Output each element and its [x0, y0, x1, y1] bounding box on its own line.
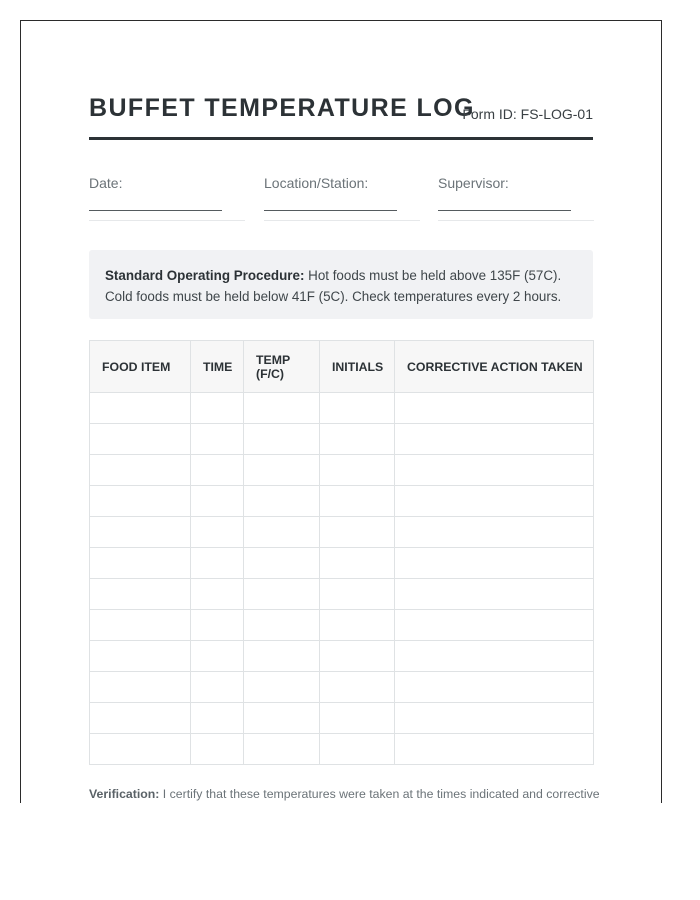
food-item-cell[interactable] — [90, 548, 191, 579]
food-item-cell[interactable] — [90, 393, 191, 424]
food-item-cell[interactable] — [90, 672, 191, 703]
sop-notice — [89, 250, 593, 319]
initials-cell[interactable] — [320, 424, 395, 455]
time-cell[interactable] — [191, 548, 244, 579]
temp-cell[interactable] — [244, 486, 320, 517]
initials-cell[interactable] — [320, 734, 395, 765]
column-header-initials: INITIALS — [320, 341, 395, 393]
column-header-temp: TEMP (F/C) — [244, 341, 320, 393]
table-row — [90, 703, 594, 734]
temp-cell[interactable] — [244, 703, 320, 734]
time-cell[interactable] — [191, 393, 244, 424]
verification-text: I certify that these temperatures were taken at the times indicated and corrective — [159, 787, 600, 801]
table-row — [90, 610, 594, 641]
table-row — [90, 486, 594, 517]
time-cell[interactable] — [191, 610, 244, 641]
initials-cell[interactable] — [320, 486, 395, 517]
supervisor-input-line[interactable] — [438, 210, 571, 211]
corrective-action-cell[interactable] — [395, 734, 594, 765]
time-cell[interactable] — [191, 424, 244, 455]
initials-cell[interactable] — [320, 393, 395, 424]
corrective-action-cell[interactable] — [395, 610, 594, 641]
sop-label: Standard Operating Procedure: — [105, 268, 305, 283]
initials-cell[interactable] — [320, 548, 395, 579]
temp-cell[interactable] — [244, 610, 320, 641]
header-fields — [89, 173, 593, 221]
food-item-cell[interactable] — [90, 734, 191, 765]
temp-cell[interactable] — [244, 672, 320, 703]
corrective-action-cell[interactable] — [395, 486, 594, 517]
food-item-cell[interactable] — [90, 486, 191, 517]
food-item-cell[interactable] — [90, 703, 191, 734]
temp-cell[interactable] — [244, 424, 320, 455]
date-field[interactable] — [89, 173, 245, 221]
time-cell[interactable] — [191, 734, 244, 765]
location-input-line[interactable] — [264, 210, 397, 211]
temperature-log-table — [89, 340, 594, 765]
food-item-cell[interactable] — [90, 610, 191, 641]
time-cell[interactable] — [191, 672, 244, 703]
corrective-action-cell[interactable] — [395, 579, 594, 610]
initials-cell[interactable] — [320, 672, 395, 703]
table-row — [90, 455, 594, 486]
table-header-row — [90, 341, 594, 393]
column-header-corrective-action: CORRECTIVE ACTION TAKEN — [395, 341, 594, 393]
corrective-action-cell[interactable] — [395, 703, 594, 734]
time-cell[interactable] — [191, 641, 244, 672]
table-row — [90, 672, 594, 703]
corrective-action-cell[interactable] — [395, 517, 594, 548]
table-row — [90, 641, 594, 672]
corrective-action-cell[interactable] — [395, 548, 594, 579]
temp-cell[interactable] — [244, 517, 320, 548]
table-row — [90, 734, 594, 765]
temp-cell[interactable] — [244, 734, 320, 765]
table-row — [90, 579, 594, 610]
verification-statement — [89, 787, 599, 801]
food-item-cell[interactable] — [90, 455, 191, 486]
verification-label: Verification: — [89, 787, 160, 801]
table-row — [90, 548, 594, 579]
form-id: Form ID: FS-LOG-01 — [462, 106, 593, 122]
supervisor-label: Supervisor: — [438, 175, 509, 191]
food-item-cell[interactable] — [90, 641, 191, 672]
location-label: Location/Station: — [264, 175, 369, 191]
table-body — [90, 393, 594, 765]
time-cell[interactable] — [191, 486, 244, 517]
date-label: Date: — [89, 175, 123, 191]
temp-cell[interactable] — [244, 548, 320, 579]
food-item-cell[interactable] — [90, 579, 191, 610]
temp-cell[interactable] — [244, 393, 320, 424]
table-row — [90, 517, 594, 548]
supervisor-field[interactable] — [438, 173, 594, 221]
sop-text: Hot foods must be held above 135F (57C). Cold foods must be held below 41F (5C). Check temperatures every 2 hours. — [105, 268, 562, 304]
corrective-action-cell[interactable] — [395, 424, 594, 455]
form-page — [20, 20, 662, 803]
initials-cell[interactable] — [320, 579, 395, 610]
form-header — [89, 93, 593, 140]
temp-cell[interactable] — [244, 455, 320, 486]
temp-cell[interactable] — [244, 579, 320, 610]
corrective-action-cell[interactable] — [395, 672, 594, 703]
location-field[interactable] — [264, 173, 420, 221]
time-cell[interactable] — [191, 455, 244, 486]
table-row — [90, 424, 594, 455]
date-input-line[interactable] — [89, 210, 222, 211]
food-item-cell[interactable] — [90, 517, 191, 548]
food-item-cell[interactable] — [90, 424, 191, 455]
corrective-action-cell[interactable] — [395, 393, 594, 424]
column-header-food-item: FOOD ITEM — [90, 341, 191, 393]
time-cell[interactable] — [191, 703, 244, 734]
initials-cell[interactable] — [320, 455, 395, 486]
initials-cell[interactable] — [320, 703, 395, 734]
temp-cell[interactable] — [244, 641, 320, 672]
table-row — [90, 393, 594, 424]
page-title: BUFFET TEMPERATURE LOG — [89, 94, 475, 122]
initials-cell[interactable] — [320, 517, 395, 548]
time-cell[interactable] — [191, 517, 244, 548]
initials-cell[interactable] — [320, 610, 395, 641]
corrective-action-cell[interactable] — [395, 455, 594, 486]
initials-cell[interactable] — [320, 641, 395, 672]
time-cell[interactable] — [191, 579, 244, 610]
corrective-action-cell[interactable] — [395, 641, 594, 672]
column-header-time: TIME — [191, 341, 244, 393]
